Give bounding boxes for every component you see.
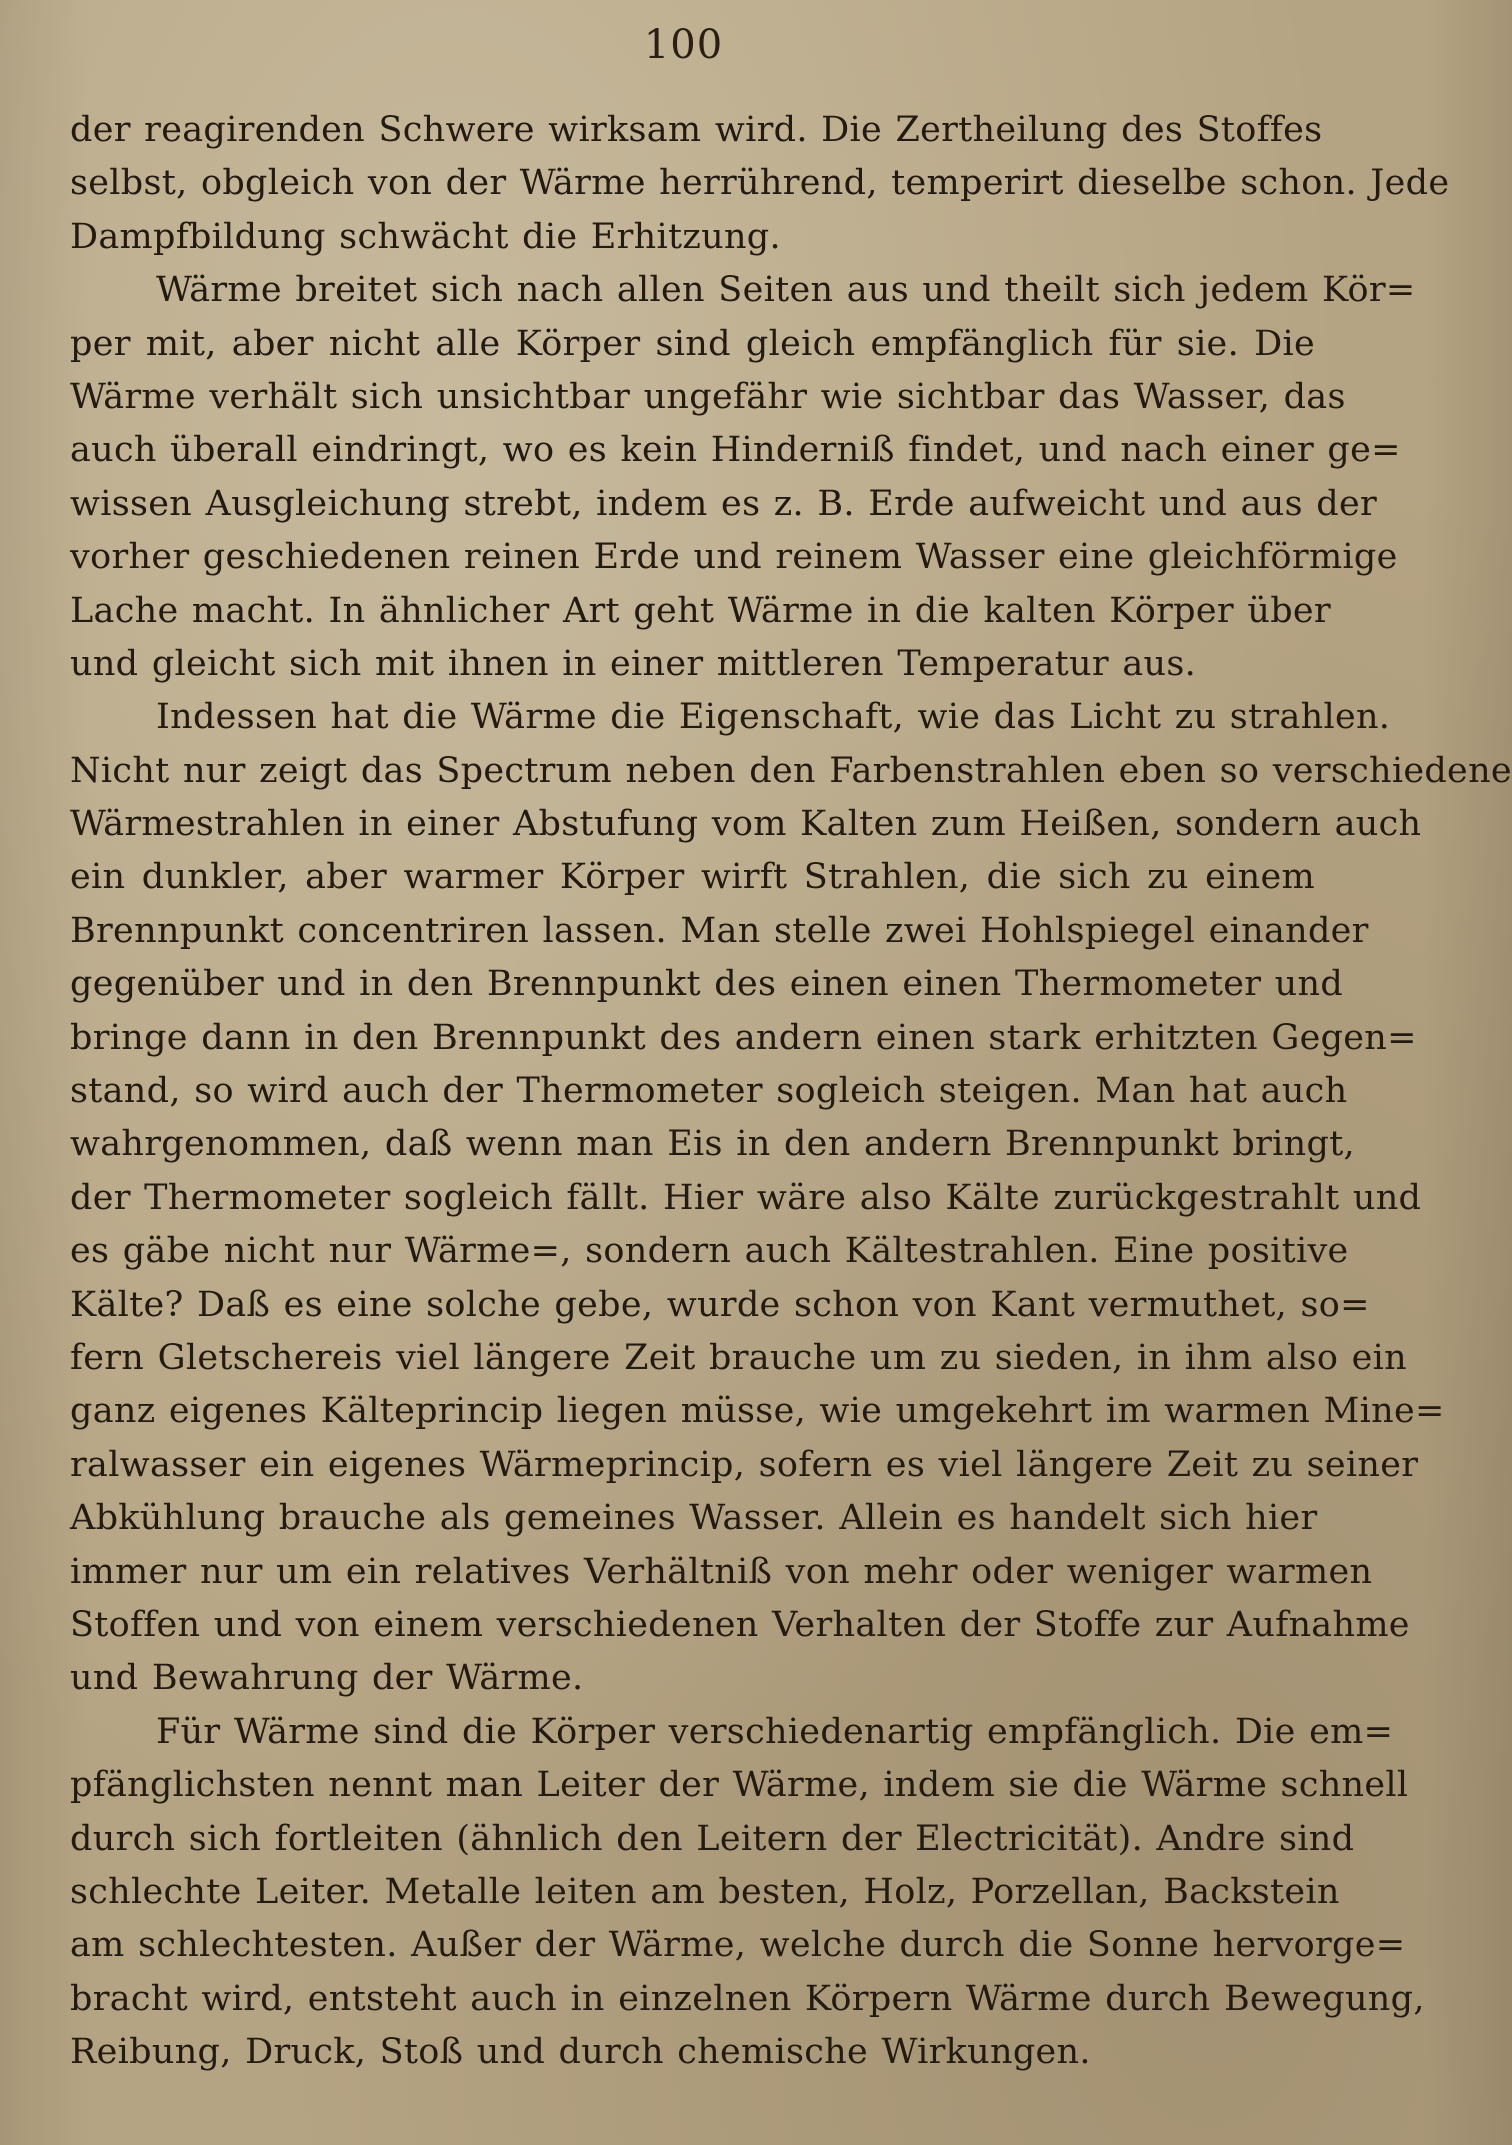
body-text <box>70 104 1512 2079</box>
text-line: fern Gletschereis viel längere Zeit brauche um zu sieden, in ihm also ein <box>70 1337 1407 1378</box>
text-line: bracht wird, entsteht auch in einzelnen Körpern Wärme durch Bewegung, <box>70 1978 1425 2019</box>
text-line: bringe dann in den Brennpunkt des andern einen stark erhitzten Gegen= <box>70 1017 1417 1058</box>
text-line: ganz eigenes Kälteprincip liegen müsse, wie umgekehrt im warmen Mine= <box>70 1391 1445 1432</box>
text-line: per mit, aber nicht alle Körper sind gleich empfänglich für sie. Die <box>70 323 1315 364</box>
text-line: der reagirenden Schwere wirksam wird. Die Zertheilung des Stoffes <box>70 110 1323 150</box>
text-line: ein dunkler, aber warmer Körper wirft Strahlen, die sich zu einem <box>70 857 1315 898</box>
text-line: gegenüber und in den Brennpunkt des einen einen Thermometer und <box>70 964 1344 1005</box>
text-line: Dampfbildung schwächt die Erhitzung. <box>70 216 781 257</box>
text-line: Reibung, Druck, Stoß und durch chemische Wirkungen. <box>70 2032 1091 2073</box>
text-line: Lache macht. In ähnlicher Art geht Wärme in die kalten Körper über <box>70 590 1331 631</box>
page-number: 100 <box>643 22 724 68</box>
text-line: Abkühlung brauche als gemeines Wasser. Allein es handelt sich hier <box>70 1498 1318 1539</box>
text-line: der Thermometer sogleich fällt. Hier wäre also Kälte zurückgestrahlt und <box>70 1177 1422 1218</box>
text-line: Wärmestrahlen in einer Abstufung vom Kalten zum Heißen, sondern auch <box>70 804 1422 845</box>
text-line: stand, so wird auch der Thermometer sogleich steigen. Man hat auch <box>70 1071 1348 1112</box>
text-line: durch sich fortleiten (ähnlich den Leitern der Electricität). Andre sind <box>70 1818 1355 1859</box>
text-line: Stoffen und von einem verschiedenen Verhalten der Stoffe zur Aufnahme <box>70 1604 1410 1645</box>
text-line: am schlechtesten. Außer der Wärme, welche durch die Sonne hervorge= <box>70 1925 1406 1966</box>
text-line: Kälte? Daß es eine solche gebe, wurde schon von Kant vermuthet, so= <box>70 1284 1370 1325</box>
text-line: pfänglichsten nennt man Leiter der Wärme, indem sie die Wärme schnell <box>70 1765 1409 1806</box>
text-line: Nicht nur zeigt das Spectrum neben den Farbenstrahlen eben so verschiedene <box>70 750 1512 791</box>
text-line: ralwasser ein eigenes Wärmeprincip, sofern es viel längere Zeit zu seiner <box>70 1444 1419 1485</box>
text-line: immer nur um ein relatives Verhältniß von mehr oder weniger warmen <box>70 1551 1373 1592</box>
text-line: wissen Ausgleichung strebt, indem es z. B. Erde aufweicht und aus der <box>70 483 1378 524</box>
text-line: selbst, obgleich von der Wärme herrührend, temperirt dieselbe schon. Jede <box>70 163 1450 204</box>
text-line: es gäbe nicht nur Wärme=, sondern auch Kältestrahlen. Eine positive <box>70 1231 1349 1272</box>
text-line: wahrgenommen, daß wenn man Eis in den andern Brennpunkt bringt, <box>70 1124 1355 1165</box>
text-line: Wärme breitet sich nach allen Seiten aus und theilt sich jedem Kör= <box>156 270 1416 311</box>
text-line: vorher geschiedenen reinen Erde und reinem Wasser eine gleichförmige <box>70 537 1398 578</box>
text-line: schlechte Leiter. Metalle leiten am besten, Holz, Porzellan, Backstein <box>70 1871 1340 1912</box>
text-line: und gleicht sich mit ihnen in einer mittleren Temperatur aus. <box>70 643 1197 684</box>
text-line: und Bewahrung der Wärme. <box>70 1658 584 1699</box>
text-line: Für Wärme sind die Körper verschiedenartig empfänglich. Die em= <box>156 1711 1394 1752</box>
text-line: Indessen hat die Wärme die Eigenschaft, wie das Licht zu strahlen. <box>156 697 1391 738</box>
text-line: auch überall eindringt, wo es kein Hinderniß findet, und nach einer ge= <box>70 430 1401 471</box>
text-line: Wärme verhält sich unsichtbar ungefähr wie sichtbar das Wasser, das <box>70 376 1346 417</box>
text-line: Brennpunkt concentriren lassen. Man stelle zwei Hohlspiegel einander <box>70 910 1369 951</box>
